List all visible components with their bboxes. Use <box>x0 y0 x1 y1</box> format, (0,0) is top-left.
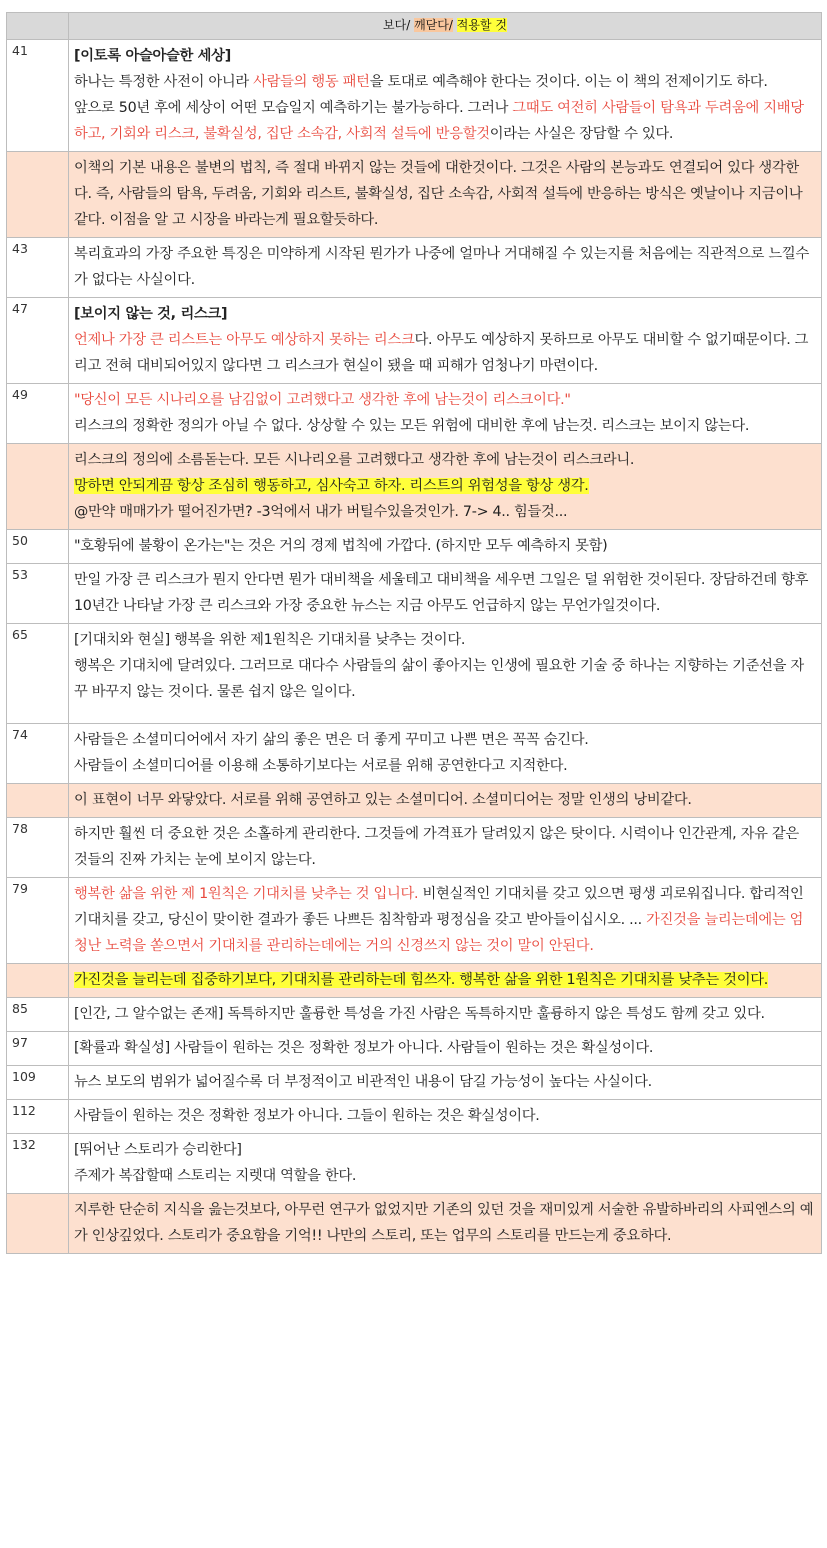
quote-emphasis: 행복한 삶을 위한 제 1원칙은 기대치를 낮추는 것 입니다. <box>74 886 419 902</box>
reflection-row <box>7 444 822 530</box>
quote-text: [인간, 그 알수없는 존재] 독특하지만 훌륭한 특성을 가진 사람은 독특하지만 훌륭하지 않은 특성도 함께 갖고 있다. <box>69 998 822 1032</box>
reading-notes-table <box>6 12 822 1254</box>
quote-cell <box>69 1134 822 1194</box>
reflection-row <box>7 964 822 998</box>
page-number: 41 <box>7 40 69 152</box>
quote-text <box>74 69 816 95</box>
page-number: 65 <box>7 624 69 724</box>
page-number: 74 <box>7 724 69 784</box>
quote-emphasis: 언제나 가장 큰 리스트는 아무도 예상하지 못하는 리스크 <box>74 332 415 348</box>
quote-segment: 앞으로 50년 후에 세상이 어떤 모습일지 예측하기는 불가능하다. 그러나 <box>74 100 513 116</box>
reflection-text: 이책의 기본 내용은 불변의 법칙, 즉 절대 바뀌지 않는 것들에 대한것이다. 그것은 사람의 본능과도 연결되어 있다 생각한다. 즉, 사람들의 탐욕, 두려움, 기회와 리스트, 불확실성, 집단 소속감, 사회적 설득에 반응하는 방식은 옛날이나 지금이나 같다. 이점을 알 고 시장을 바라는게 필요할듯하다. <box>69 152 822 238</box>
page-number: 112 <box>7 1100 69 1134</box>
page-number: 132 <box>7 1134 69 1194</box>
quote-text: 만일 가장 큰 리스크가 뭔지 안다면 뭔가 대비책을 세울테고 대비책을 세우면 그일은 덜 위험한 것이된다. 장담하건데 향후 10년간 나타날 가장 큰 리스크와 가장 중요한 뉴스는 지금 아무도 언급하지 않는 무언가일것이다. <box>69 564 822 624</box>
table-row <box>7 1100 822 1134</box>
page-number: 47 <box>7 298 69 384</box>
quote-text: [확률과 확실성] 사람들이 원하는 것은 정확한 정보가 아니다. 사람들이 원하는 것은 확실성이다. <box>69 1032 822 1066</box>
quote-cell <box>69 298 822 384</box>
section-title: [이토록 아슬아슬한 세상] <box>74 48 231 64</box>
page-number: 97 <box>7 1032 69 1066</box>
quote-text: [기대치와 현실] 행복을 위한 제1원칙은 기대치를 낮추는 것이다. <box>74 632 466 648</box>
quote-emphasis: "당신이 모든 시나리오를 남김없이 고려했다고 생각한 후에 남는것이 리스크이다." <box>74 392 571 408</box>
quote-text: 사람들은 소셜미디어에서 자기 삶의 좋은 면은 더 좋게 꾸미고 나쁜 면은 꼭꼭 숨긴다. <box>74 732 589 748</box>
table-row <box>7 530 822 564</box>
reflection-text: 이 표현이 너무 와닿았다. 서로를 위해 공연하고 있는 소셜미디어. 소셜미디어는 정말 인생의 낭비같다. <box>69 784 822 818</box>
quote-emphasis: 사람들의 행동 패턴 <box>253 74 370 90</box>
reflection-row <box>7 1194 822 1254</box>
page-number <box>7 964 69 998</box>
page-number: 53 <box>7 564 69 624</box>
quote-segment: 비현실적인 기대치를 갖고 있으면 평생 괴로워집니다. 합리적인 기대치를 갖고, 당신이 맞이한 결과가 좋든 나쁘든 침착함과 평정심을 갖고 받아들이십시오. ... <box>74 886 804 928</box>
quote-emphasis: 가진것을 늘리는데에는 엄청난 노력을 쏟으면서 기대치를 관리하는데에는 거의 신경쓰지 않는 것이 말이 안된다. <box>74 912 804 954</box>
section-title: [보이지 않는 것, 리스크] <box>74 306 228 322</box>
header-title <box>69 13 822 40</box>
page-number: 85 <box>7 998 69 1032</box>
page-number <box>7 784 69 818</box>
table-row <box>7 298 822 384</box>
reflection-text: @만약 매매가가 떨어진가면? -3억에서 내가 버틸수있을것인가. 7-> 4.. 힘들것... <box>74 504 568 520</box>
quote-segment: 을 토대로 예측해야 한다는 것이다. 이는 이 책의 전제이기도 하다. <box>369 74 768 90</box>
page-number: 50 <box>7 530 69 564</box>
quote-cell <box>69 878 822 964</box>
page-number: 79 <box>7 878 69 964</box>
table-row <box>7 564 822 624</box>
quote-text: 주제가 복잡할때 스토리는 지렛대 역할을 한다. <box>74 1168 357 1184</box>
page-number: 78 <box>7 818 69 878</box>
table-row <box>7 624 822 724</box>
reflection-row <box>7 152 822 238</box>
quote-emphasis: 그때도 여전히 사람들이 탐욕과 두려움에 지배당하고, 기회와 리스크, 불확실성, 집단 소속감, 사회적 설득에 반응할것 <box>74 100 804 142</box>
quote-cell <box>69 724 822 784</box>
table-row <box>7 818 822 878</box>
quote-cell <box>69 384 822 444</box>
quote-cell <box>69 624 822 724</box>
table-row <box>7 1032 822 1066</box>
table-row <box>7 238 822 298</box>
action-highlight: 가진것을 늘리는데 집중하기보다, 기대치를 관리하는데 힘쓰자. 행복한 삶을 위한 1원칙은 기대치를 낮추는 것이다. <box>74 972 768 988</box>
quote-cell <box>69 40 822 152</box>
page-number <box>7 444 69 530</box>
page-number <box>7 152 69 238</box>
table-row <box>7 384 822 444</box>
quote-text: 행복은 기대치에 달려있다. 그러므로 대다수 사람들의 삶이 좋아지는 인생에 필요한 기술 중 하나는 지향하는 기준선을 자꾸 바꾸지 않는 것이다. 물론 쉽지 않은 일이다. <box>74 658 804 700</box>
quote-segment: 이라는 사실은 장담할 수 있다. <box>489 126 674 142</box>
quote-text: 하지만 훨씬 더 중요한 것은 소홀하게 관리한다. 그것들에 가격표가 달려있지 않은 탓이다. 시력이나 인간관계, 자유 같은 것들의 진짜 가치는 눈에 보이지 않는다. <box>69 818 822 878</box>
header-realize: 깨닫다/ <box>414 18 453 32</box>
quote-text <box>74 327 816 379</box>
quote-text: [뛰어난 스토리가 승리한다] <box>74 1142 242 1158</box>
reflection-row <box>7 784 822 818</box>
quote-text <box>74 95 816 147</box>
page-number <box>7 1194 69 1254</box>
quote-text: 복리효과의 가장 주요한 특징은 미약하게 시작된 뭔가가 나중에 얼마나 거대해질 수 있는지를 처음에는 직관적으로 느낄수가 없다는 사실이다. <box>69 238 822 298</box>
reflection-action <box>74 473 816 499</box>
quote-text: "호황뒤에 불황이 온가는"는 것은 거의 경제 법칙에 가깝다. (하지만 모두 예측하지 못함) <box>69 530 822 564</box>
quote-text: 리스크의 정확한 정의가 아닐 수 없다. 상상할 수 있는 모든 위험에 대비한 후에 남는것. 리스크는 보이지 않는다. <box>74 418 750 434</box>
reflection-cell <box>69 964 822 998</box>
action-highlight: 망하면 안되게끔 항상 조심히 행동하고, 심사숙고 하자. 리스트의 위험성을 항상 생각. <box>74 478 589 494</box>
table-header-row <box>7 13 822 40</box>
page-number: 109 <box>7 1066 69 1100</box>
header-page-cell <box>7 13 69 40</box>
page-number: 43 <box>7 238 69 298</box>
table-row <box>7 1134 822 1194</box>
quote-segment: 하나는 특정한 사전이 아니라 <box>74 74 254 90</box>
header-see: 보다/ <box>383 18 415 32</box>
quote-text: 사람들이 소셜미디어를 이용해 소통하기보다는 서로를 위해 공연한다고 지적한다. <box>74 758 568 774</box>
table-row <box>7 40 822 152</box>
quote-segment: 다. 아무도 예상하지 못하므로 아무도 대비할 수 없기때문이다. 그리고 전혀 대비되어있지 않다면 그 리스크가 현실이 됐을 때 피해가 엄청나기 마련이다. <box>74 332 809 374</box>
reflection-text: 지루한 단순히 지식을 읊는것보다, 아무런 연구가 없었지만 기존의 있던 것을 재미있게 서술한 유발하바리의 사피엔스의 예가 인상깊었다. 스토리가 중요함을 기억!! 나만의 스토리, 또는 업무의 스토리를 만드는게 중요하다. <box>69 1194 822 1254</box>
quote-text: 뉴스 보도의 범위가 넓어질수록 더 부정적이고 비관적인 내용이 담길 가능성이 높다는 사실이다. <box>69 1066 822 1100</box>
table-row <box>7 724 822 784</box>
quote-text: 사람들이 원하는 것은 정확한 정보가 아니다. 그들이 원하는 것은 확실성이다. <box>69 1100 822 1134</box>
header-apply: 적용할 것 <box>456 18 507 32</box>
table-row <box>7 878 822 964</box>
reflection-text: 리스크의 정의에 소름돋는다. 모든 시나리오를 고려했다고 생각한 후에 남는것이 리스크라니. <box>74 452 635 468</box>
page-number: 49 <box>7 384 69 444</box>
table-row <box>7 998 822 1032</box>
reflection-cell <box>69 444 822 530</box>
table-row <box>7 1066 822 1100</box>
